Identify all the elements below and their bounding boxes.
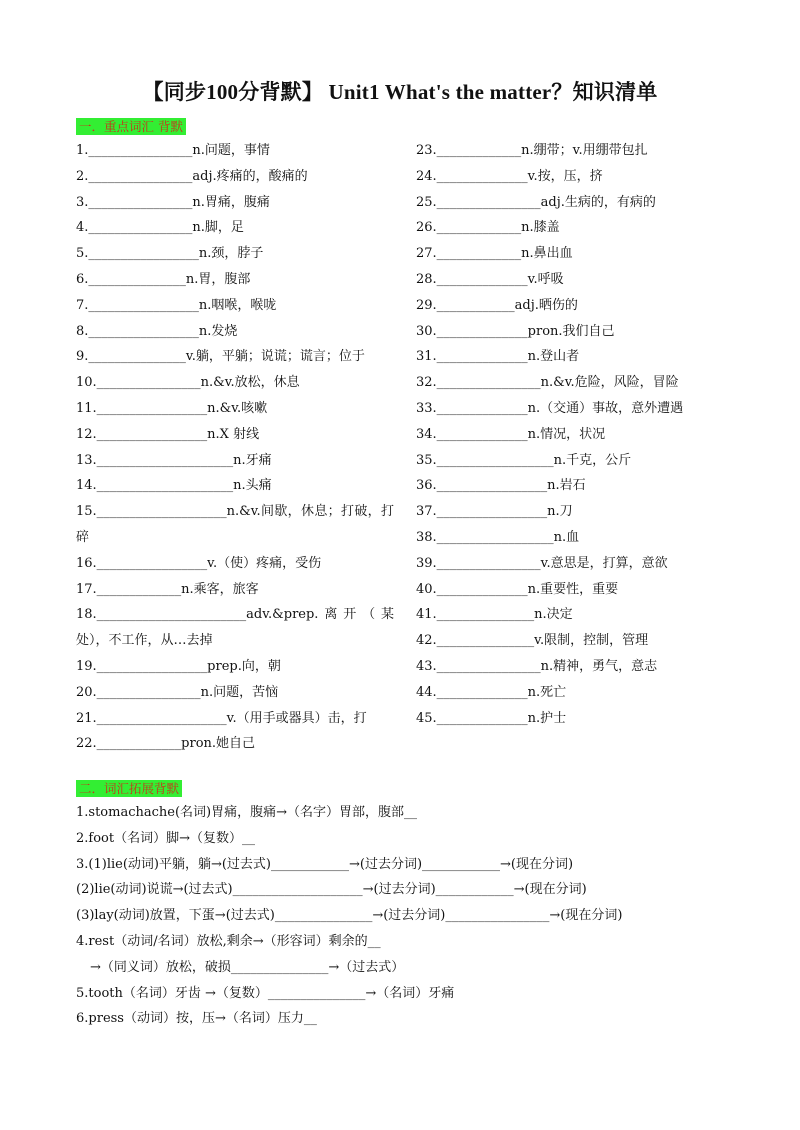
vocab-item-15[interactable]: 15.____________________n.&v.间歇，休息；打破，打碎	[76, 504, 394, 545]
vocab-item-19[interactable]: 19._________________prep.向，朝	[76, 658, 281, 674]
vocab-item-7[interactable]: 7._________________n.咽喉，喉咙	[76, 297, 277, 313]
extension-item-3-2[interactable]: (2)lie(动词)说谎→(过去式)____________________→(过去分词)____________→(现在分词)	[76, 882, 587, 898]
vocab-item-20[interactable]: 20.________________n.问题，苦恼	[76, 684, 279, 700]
extension-item-2[interactable]: 2.foot（名词）脚→（复数）__	[76, 830, 255, 846]
extension-item-3-3[interactable]: (3)lay(动词)放置，下蛋→(过去式)_______________→(过去分词)________________→(现在分词)	[76, 908, 623, 924]
section-heading-key-vocabulary: 一．重点词汇 背默	[76, 118, 186, 135]
vocab-item-18[interactable]: 18._______________________adv.&prep.离开（某处），不工作，从…去掉	[76, 607, 394, 649]
vocab-item-5[interactable]: 5._________________n.颈，脖子	[76, 246, 264, 262]
vocab-item-1[interactable]: 1.________________n.问题，事情	[76, 143, 270, 158]
extension-item-5[interactable]: 5.tooth（名词）牙齿 →（复数）_______________→（名词）牙痛	[76, 985, 455, 1001]
vocab-item-4[interactable]: 4.________________n.脚，足	[76, 220, 244, 236]
vocab-item-12[interactable]: 12._________________n.X 射线	[76, 426, 260, 442]
extension-item-4[interactable]: 4.rest（动词/名词）放松,剩余→（形容词）剩余的__	[76, 933, 381, 949]
vocab-item-10[interactable]: 10.________________n.&v.放松，休息	[76, 375, 300, 391]
vocab-item-33[interactable]: 33.______________n.（交通）事故，意外遭遇	[416, 400, 684, 416]
vocab-item-16[interactable]: 16._________________v.（使）疼痛，受伤	[76, 555, 322, 571]
vocab-item-41[interactable]: 41._______________n.决定	[416, 607, 573, 623]
vocab-item-36[interactable]: 36._________________n.岩石	[416, 478, 586, 494]
page-title: 【同步100分背默】 Unit1 What's the matter？知识清单	[142, 80, 658, 104]
vocab-item-24[interactable]: 24.______________v.按，压，挤	[416, 168, 603, 184]
vocab-item-34[interactable]: 34.______________n.情况，状况	[416, 426, 606, 442]
vocab-item-17[interactable]: 17._____________n.乘客，旅客	[76, 581, 259, 597]
vocab-item-42[interactable]: 42._______________v.限制，控制，管理	[416, 633, 649, 649]
vocab-item-44[interactable]: 44.______________n.死亡	[416, 684, 567, 700]
vocab-item-45[interactable]: 45.______________n.护士	[416, 710, 567, 726]
vocab-item-31[interactable]: 31.______________n.登山者	[416, 349, 580, 365]
vocab-item-23[interactable]: 23._____________n.绷带；v.用绷带包扎	[416, 143, 648, 158]
vocab-item-25[interactable]: 25.________________adj.生病的，有病的	[416, 194, 656, 210]
extension-item-1[interactable]: 1.stomachache(名词)胃痛，腹痛→（名字）胃部，腹部__	[76, 805, 417, 820]
vocab-item-11[interactable]: 11._________________n.&v.咳嗽	[76, 400, 268, 416]
right-vocabulary-column	[416, 138, 716, 731]
vocab-item-38[interactable]: 38.__________________n.血	[416, 529, 580, 545]
vocab-item-8[interactable]: 8._________________n.发烧	[76, 323, 238, 339]
vocab-item-40[interactable]: 40.______________n.重要性，重要	[416, 581, 619, 597]
vocab-item-22[interactable]: 22._____________pron.她自己	[76, 736, 256, 752]
extension-item-4-synonym[interactable]: →（同义词）放松，破损_______________→（过去式）	[90, 959, 405, 975]
vocab-item-37[interactable]: 37._________________n.刀	[416, 504, 573, 520]
vocab-item-39[interactable]: 39.________________v.意思是，打算，意欲	[416, 555, 668, 571]
vocab-item-2[interactable]: 2.________________adj.疼痛的，酸痛的	[76, 168, 308, 184]
section-heading-vocabulary-extension: 二．词汇拓展背默	[76, 780, 182, 797]
vocab-item-26[interactable]: 26._____________n.膝盖	[416, 220, 560, 236]
vocab-item-28[interactable]: 28.______________v.呼吸	[416, 271, 564, 287]
left-vocabulary-column	[76, 138, 394, 757]
vocab-item-3[interactable]: 3.________________n.胃痛，腹痛	[76, 194, 270, 210]
vocab-item-43[interactable]: 43.________________n.精神，勇气，意志	[416, 658, 658, 674]
vocab-item-29[interactable]: 29.____________adj.晒伤的	[416, 297, 578, 313]
vocab-item-13[interactable]: 13._____________________n.牙痛	[76, 452, 272, 468]
vocab-item-14[interactable]: 14._____________________n.头痛	[76, 478, 272, 494]
vocabulary-extension-list	[76, 800, 736, 1032]
vocab-item-30[interactable]: 30.______________pron.我们自己	[416, 323, 615, 339]
vocab-item-21[interactable]: 21.____________________v.（用手或器具）击，打	[76, 710, 367, 726]
vocab-item-9[interactable]: 9._______________v.躺，平躺；说谎；谎言；位于	[76, 349, 365, 365]
vocab-item-35[interactable]: 35.__________________n.千克，公斤	[416, 452, 632, 468]
extension-item-6[interactable]: 6.press（动词）按，压→（名词）压力__	[76, 1011, 317, 1027]
vocab-item-6[interactable]: 6._______________n.胃，腹部	[76, 271, 251, 287]
extension-item-3-1[interactable]: 3.(1)lie(动词)平躺，躺→(过去式)____________→(过去分词)____________→(现在分词)	[76, 856, 574, 872]
vocab-item-27[interactable]: 27._____________n.鼻出血	[416, 246, 573, 262]
vocab-item-32[interactable]: 32.________________n.&v.危险，风险，冒险	[416, 375, 679, 391]
